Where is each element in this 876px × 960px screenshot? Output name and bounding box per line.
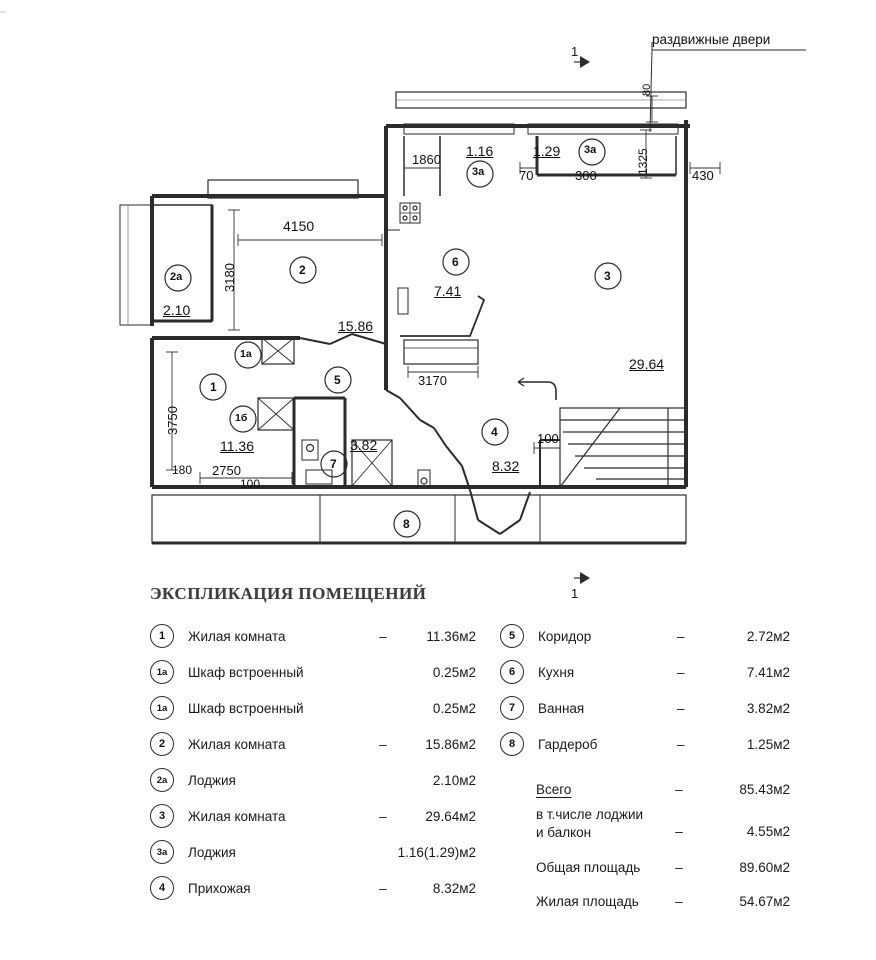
legend-item xyxy=(150,618,476,654)
legend-room-name: Кухня xyxy=(538,664,575,680)
dimension-180: 180 xyxy=(172,463,193,477)
legend-dash: – xyxy=(379,808,387,824)
legend-room-name: Шкаф встроенный xyxy=(188,664,304,680)
dimension-80: 80 xyxy=(641,83,653,96)
legend-room-area: 11.36м2 xyxy=(426,628,476,644)
legend-marker: 7 xyxy=(500,696,524,720)
legend-item xyxy=(500,618,790,654)
room-marker-2a: 2а xyxy=(170,271,183,283)
room-marker-6: 6 xyxy=(452,255,459,269)
total-label: в т.числе лоджии и балкон xyxy=(536,807,644,841)
legend-dash: – xyxy=(677,736,685,752)
legend-room-area: 2.72м2 xyxy=(746,628,790,644)
legend-room-area: 3.82м2 xyxy=(746,700,790,716)
legend-room-area: 2.10м2 xyxy=(432,772,476,788)
legend-marker: 3а xyxy=(150,840,174,864)
room-marker-3: 3 xyxy=(604,269,611,283)
legend-item xyxy=(150,726,476,762)
legend-item xyxy=(500,726,790,762)
legend-room-name: Жилая комната xyxy=(188,736,286,752)
total-value: 54.67м2 xyxy=(739,893,790,909)
area-29-64: 29.64 xyxy=(629,356,665,372)
legend-item xyxy=(500,690,790,726)
room-marker-4: 4 xyxy=(491,425,498,439)
legend-dash: – xyxy=(379,880,387,896)
legend-marker: 6 xyxy=(500,660,524,684)
legend-room-area: 7.41м2 xyxy=(746,664,790,680)
legend-marker: 3 xyxy=(150,804,174,828)
legend-column-left xyxy=(150,618,476,918)
legend-item xyxy=(150,690,476,726)
legend-marker: 2 xyxy=(150,732,174,756)
dimension-300: 70 xyxy=(519,168,534,183)
dimension-430: 430 xyxy=(692,168,714,183)
total-row-loggia xyxy=(500,806,790,850)
legend-marker: 1 xyxy=(150,624,174,648)
legend-dash: – xyxy=(379,736,387,752)
dimension-2750: 2750 xyxy=(212,463,241,478)
legend-dash: – xyxy=(379,628,387,644)
dimension-70: 1860 xyxy=(412,152,441,167)
legend-item xyxy=(500,654,790,690)
room-marker-2: 2 xyxy=(299,263,306,277)
dimension-1325: 1325 xyxy=(636,148,650,175)
legend-marker: 1а xyxy=(150,660,174,684)
legend-room-name: Коридор xyxy=(538,628,592,644)
total-label: Жилая площадь xyxy=(536,893,639,909)
legend-dash: – xyxy=(677,664,685,680)
total-value: 4.55м2 xyxy=(746,824,790,839)
room-marker-1a: 1а xyxy=(240,348,252,360)
legend-room-name: Жилая комната xyxy=(188,808,286,824)
legend-room-name: Шкаф встроенный xyxy=(188,700,304,716)
legend-room-area: 29.64м2 xyxy=(425,808,476,824)
legend-marker: 4 xyxy=(150,876,174,900)
total-row-all xyxy=(500,772,790,806)
legend-column-right xyxy=(500,618,790,918)
total-dash: – xyxy=(675,824,683,839)
legend-room-area: 0.25м2 xyxy=(432,700,476,716)
legend-room-name: Жилая комната xyxy=(188,628,286,644)
total-dash: – xyxy=(675,859,683,875)
room-marker-8: 8 xyxy=(403,517,410,531)
total-dash: – xyxy=(675,893,683,909)
section-mark-top: 1 xyxy=(571,44,579,59)
legend-item xyxy=(150,870,476,906)
room-marker-3a-right: 3а xyxy=(584,144,597,156)
legend-item xyxy=(150,762,476,798)
legend-room-area: 1.16(1.29)м2 xyxy=(397,844,476,860)
room-marker-1: 1 xyxy=(210,380,217,394)
legend-item xyxy=(150,798,476,834)
legend-item xyxy=(150,834,476,870)
total-row-common xyxy=(500,850,790,884)
legend-marker: 2а xyxy=(150,768,174,792)
area-3-82: 3.82 xyxy=(350,437,378,453)
legend-room-name: Ванная xyxy=(538,700,585,716)
area-1-16: 1.16 xyxy=(466,143,494,159)
area-2-10: 2.10 xyxy=(163,302,191,318)
legend-room-name: Гардероб xyxy=(538,736,598,752)
dimension-3180: 3180 xyxy=(222,263,237,292)
total-row-living xyxy=(500,884,790,918)
legend-item xyxy=(150,654,476,690)
room-marker-3a-left: 3а xyxy=(472,166,485,178)
dimension-100-left: 100 xyxy=(240,477,261,491)
area-11-36: 11.36 xyxy=(220,438,254,454)
dimension-100-right: 100 xyxy=(537,431,559,446)
area-1-29: 1.29 xyxy=(533,143,561,159)
legend-room-name: Прихожая xyxy=(188,880,251,896)
dimension-4150: 4150 xyxy=(283,218,315,234)
annotation-sliding-doors: раздвижные двери xyxy=(652,32,771,47)
total-dash: – xyxy=(675,781,683,797)
dimension-3170: 300 xyxy=(575,168,597,183)
legend-room-name: Лоджия xyxy=(188,844,236,860)
area-15-86: 15.86 xyxy=(338,318,374,334)
total-label: Общая площадь xyxy=(536,859,641,875)
section-mark-bottom: 1 xyxy=(571,586,579,601)
legend-room-area: 8.32м2 xyxy=(432,880,476,896)
area-8-32: 8.32 xyxy=(492,458,520,474)
legend-title: ЭКСПЛИКАЦИЯ ПОМЕЩЕНИЙ xyxy=(150,584,427,603)
room-marker-7: 7 xyxy=(330,457,337,471)
dimension-1860: 3170 xyxy=(418,373,447,388)
legend-marker: 1а xyxy=(150,696,174,720)
legend xyxy=(150,584,790,918)
room-marker-5: 5 xyxy=(334,373,341,387)
legend-room-name: Лоджия xyxy=(188,772,236,788)
total-value: 85.43м2 xyxy=(739,781,790,797)
total-value: 89.60м2 xyxy=(739,859,790,875)
legend-room-area: 0.25м2 xyxy=(432,664,476,680)
total-label: Всего xyxy=(536,781,572,797)
legend-marker: 5 xyxy=(500,624,524,648)
legend-marker: 8 xyxy=(500,732,524,756)
area-7-41: 7.41 xyxy=(434,283,462,299)
legend-room-area: 1.25м2 xyxy=(746,736,790,752)
room-marker-1b: 1б xyxy=(235,412,248,424)
dimension-3750: 3750 xyxy=(165,406,180,435)
legend-room-area: 15.86м2 xyxy=(425,736,476,752)
legend-dash: – xyxy=(677,628,685,644)
legend-dash: – xyxy=(677,700,685,716)
